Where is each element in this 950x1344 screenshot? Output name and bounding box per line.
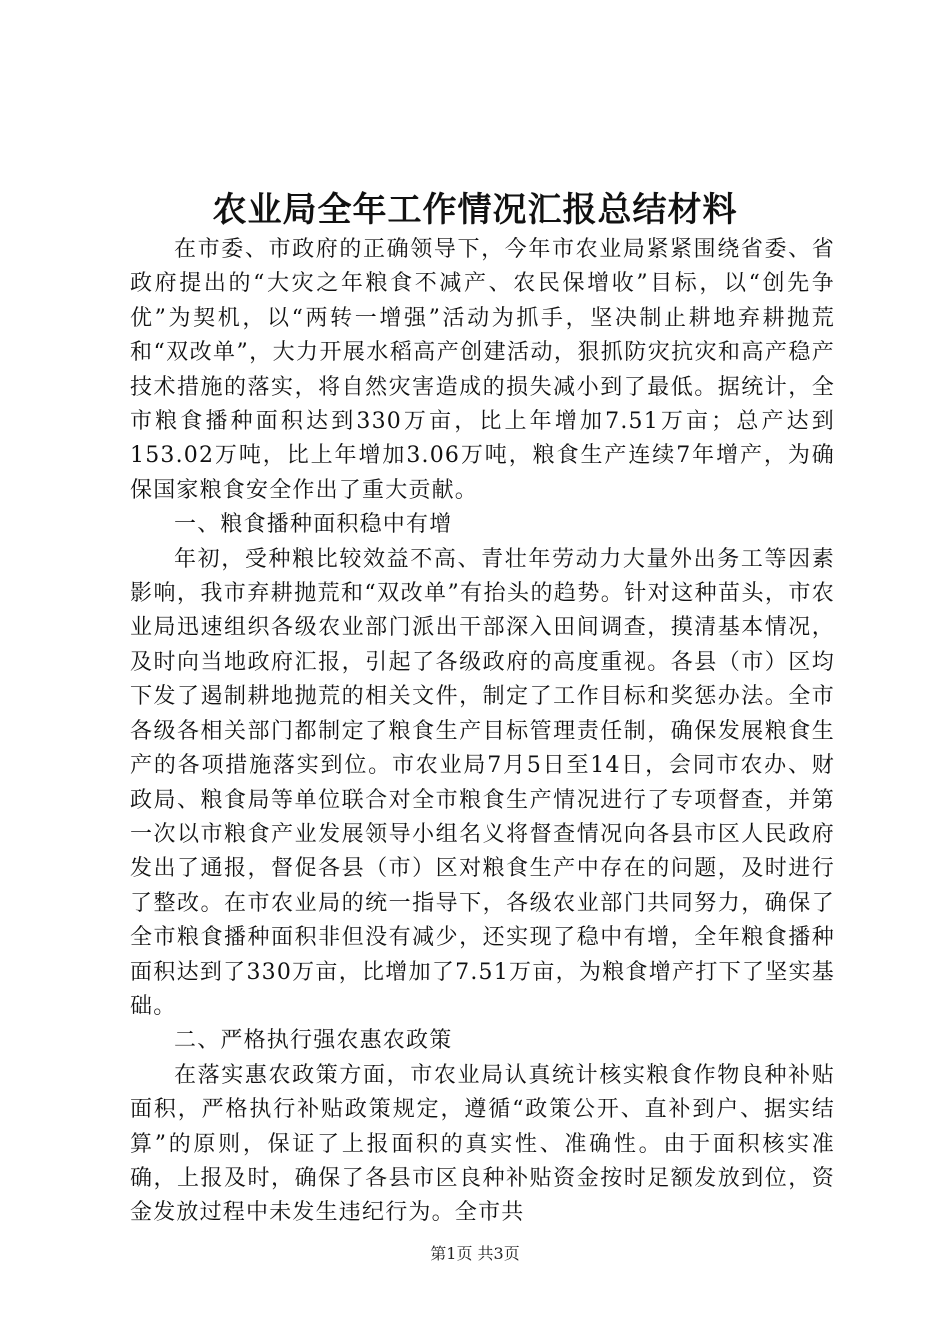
section-heading-1: 一、粮食播种面积稳中有增 [174,512,453,538]
paragraph-section-2: 在落实惠农政策方面，市农业局认真统计核实粮食作物良种补贴面积，严格执行补贴政策规定，遵循“政策公开、直补到户、据实结算”的原则，保证了上报面积的真实性、准确性。由于面积核实准确，上报及时，确保了各县市区良种补贴资金按时足额发放到位，资金发放过程中未发生违纪行为。全市共 [130,1062,835,1226]
document-title: 农业局全年工作情况汇报总结材料 [212,190,738,230]
document-body [130,233,835,1231]
page-number-footer: 第1页 共3页 [430,1244,520,1263]
section-heading-2: 二、严格执行强农惠农政策 [174,1028,453,1054]
paragraph-section-1: 年初，受种粮比较效益不高、青壮年劳动力大量外出务工等因素影响，我市弃耕抛荒和“双改单”有抬头的趋势。针对这种苗头，市农业局迅速组织各级农业部门派出干部深入田间调查，摸清基本情况，及时向当地政府汇报，引起了各级政府的高度重视。各县（市）区均下发了遏制耕地抛荒的相关文件，制定了工作目标和奖惩办法。全市各级各相关部门都制定了粮食生产目标管理责任制，确保发展粮食生产的各项措施落实到位。市农业局7月5日至14日，会同市农办、财政局、粮食局等单位联合对全市粮食生产情况进行了专项督查，并第一次以市粮食产业发展领导小组名义将督查情况向各县市区人民政府发出了通报，督促各县（市）区对粮食生产中存在的问题，及时进行了整改。在市农业局的统一指导下，各级农业部门共同努力，确保了全市粮食播种面积非但没有减少，还实现了稳中有增，全年粮食播种面积达到了330万亩，比增加了7.51万亩，为粮食增产打下了坚实基础。 [130,546,835,1019]
paragraph-intro: 在市委、市政府的正确领导下，今年市农业局紧紧围绕省委、省政府提出的“大灾之年粮食不减产、农民保增收”目标，以“创先争优”为契机，以“两转一增强”活动为抓手，坚决制止耕地弃耕抛荒和“双改单”，大力开展水稻高产创建活动，狠抓防灾抗灾和高产稳产技术措施的落实，将自然灾害造成的损失减小到了最低。据统计，全市粮食播种面积达到330万亩，比上年增加7.51万亩；总产达到153.02万吨，比上年增加3.06万吨，粮食生产连续7年增产，为确保国家粮食安全作出了重大贡献。 [130,237,835,503]
